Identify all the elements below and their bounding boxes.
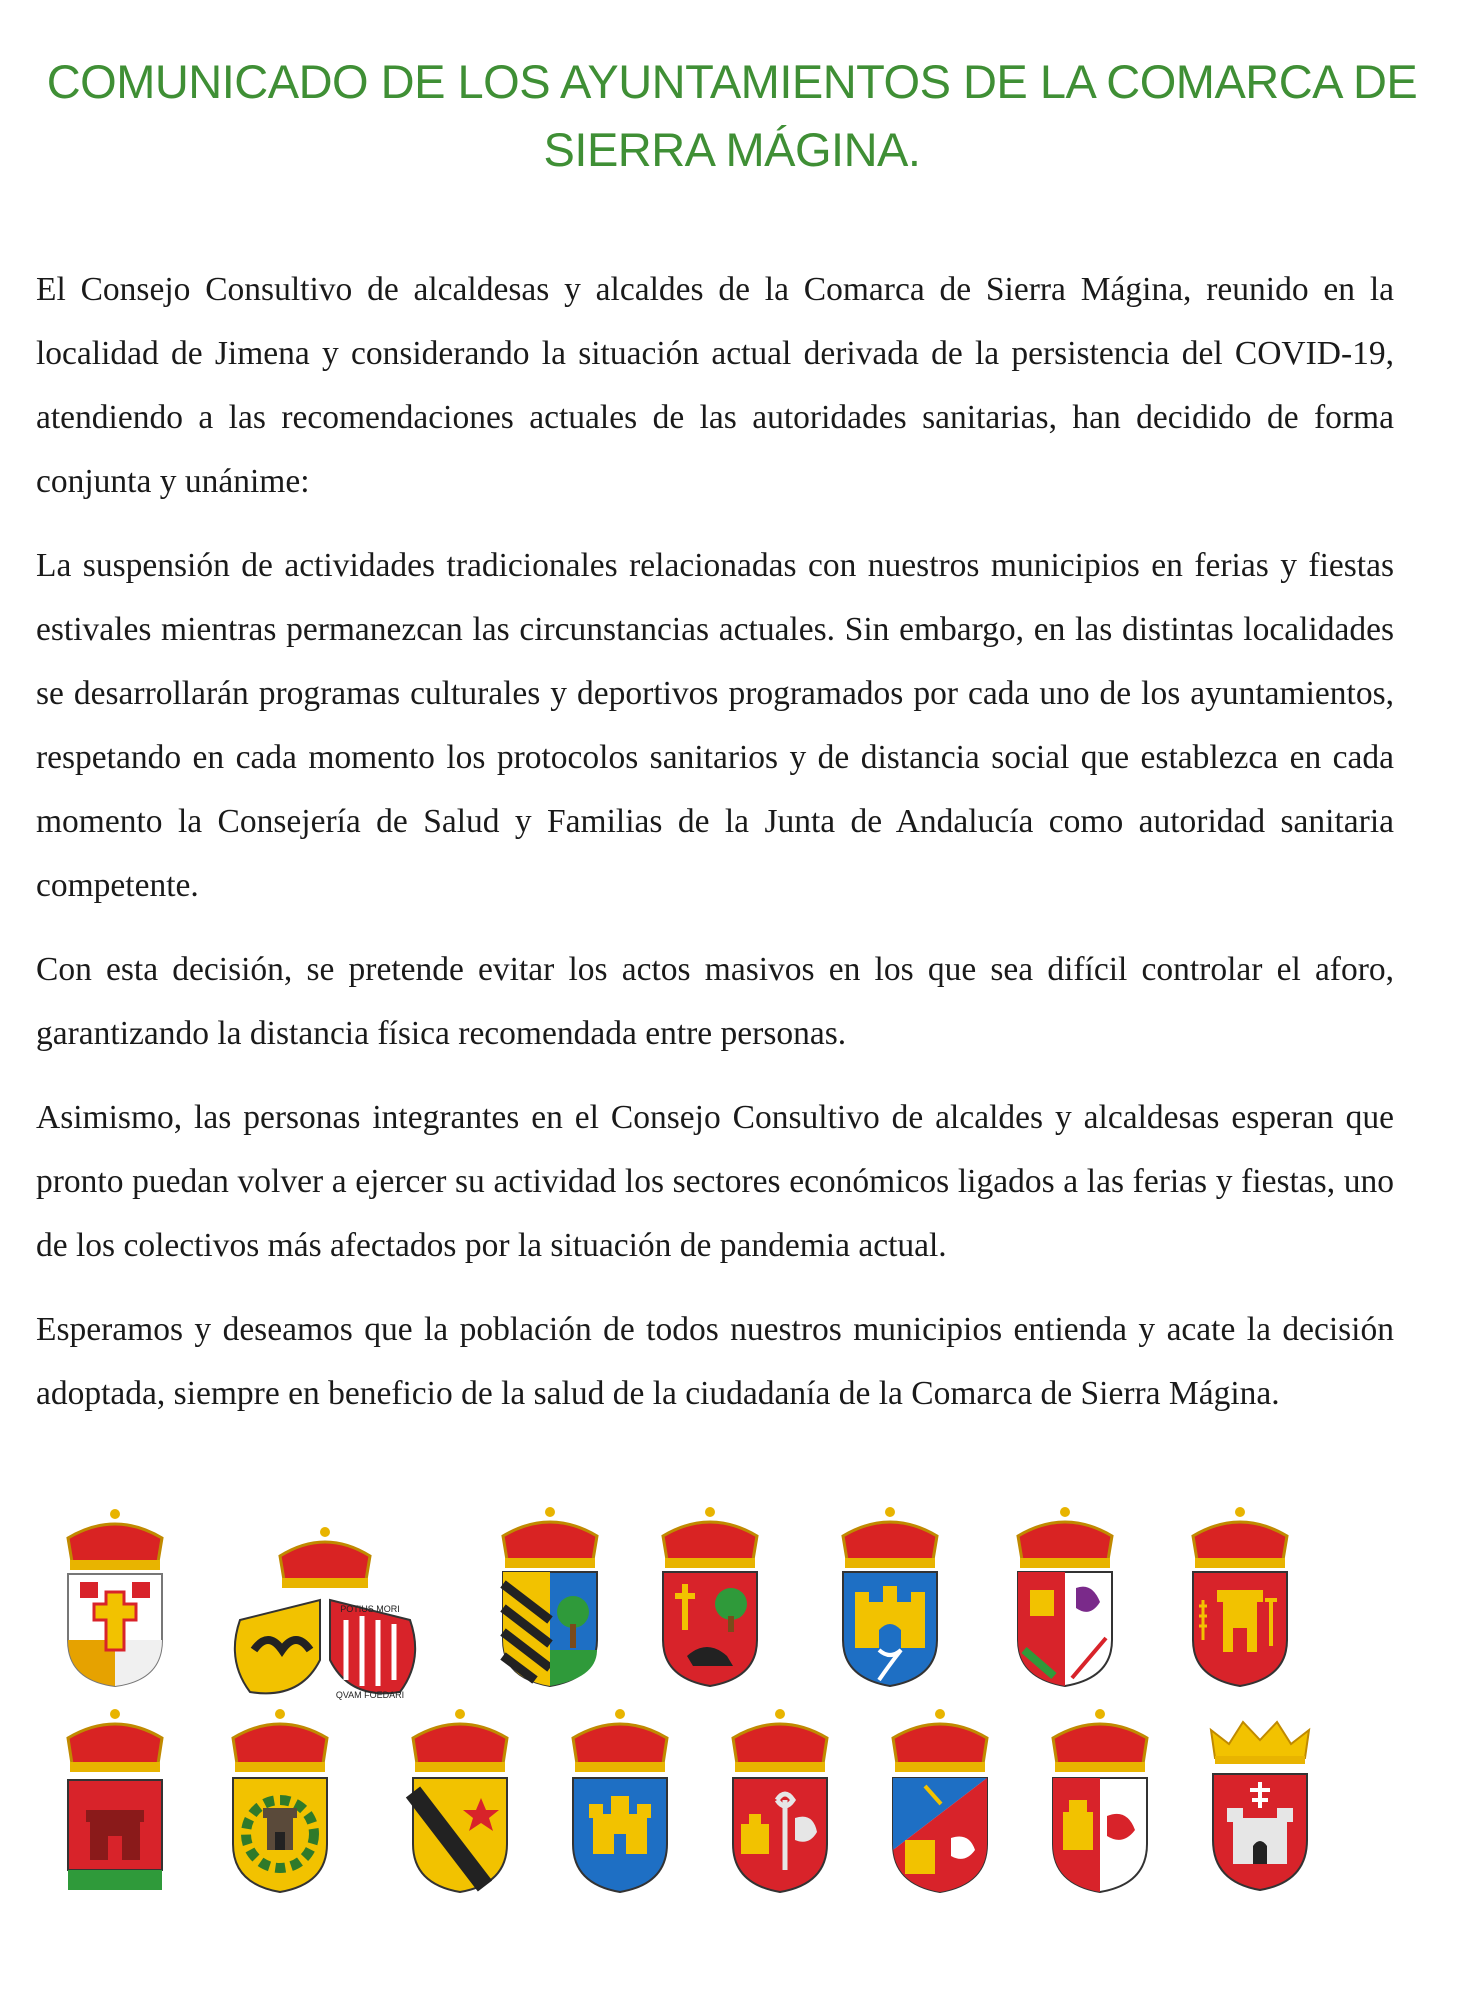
crown-icon	[1053, 1709, 1147, 1772]
coat-of-arms-6-icon	[1010, 1500, 1120, 1690]
crown-icon	[1018, 1507, 1112, 1568]
coat-of-arms-15-icon	[1205, 1700, 1315, 1895]
paragraph-4: Asimismo, las personas integrantes en el Consejo Consultivo de alcaldes y alcaldesas esperan que pronto puedan volver a ejercer su actividad los sectores económicos ligados a las ferias y fiestas, uno de los colectivos más afectados por la situación de pandemia actual.	[36, 1099, 1394, 1264]
motto-bottom: QVAM FOEDARI	[335, 1690, 405, 1700]
paragraph-3: Con esta decisión, se pretende evitar los actos masivos en los que sea difícil controlar el aforo, garantizando la distancia física recomendada entre personas.	[36, 951, 1394, 1052]
crown-icon	[1211, 1722, 1309, 1764]
document-title: COMUNICADO DE LOS AYUNTAMIENTOS DE LA COMARCA DE SIERRA MÁGINA.	[46, 55, 1418, 176]
crown-icon	[68, 1509, 162, 1570]
crown-icon	[663, 1507, 757, 1568]
coat-of-arms-12-icon	[725, 1700, 835, 1895]
coat-of-arms-14-icon	[1045, 1700, 1155, 1895]
paragraph-5: Esperamos y deseamos que la población de todos nuestros municipios entienda y acate la decisión adoptada, siempre en beneficio de la salud de la ciudadanía de la Comarca de Sierra Mágina.	[36, 1311, 1394, 1412]
coat-of-arms-5-icon	[835, 1500, 945, 1690]
coat-of-arms-1-icon	[60, 1500, 170, 1690]
document-body	[36, 258, 1394, 1446]
crown-icon	[893, 1709, 987, 1772]
coat-of-arms-10-icon	[405, 1700, 515, 1895]
coat-of-arms-4-icon	[655, 1500, 765, 1690]
crown-icon	[280, 1527, 370, 1588]
coat-of-arms-2-icon	[220, 1520, 430, 1700]
coat-of-arms-9-icon	[225, 1700, 335, 1895]
coat-of-arms-13-icon	[885, 1700, 995, 1895]
crown-icon	[573, 1709, 667, 1772]
crown-icon	[843, 1507, 937, 1568]
motto-top: POTIUS MORI	[340, 1604, 400, 1614]
crown-icon	[68, 1709, 162, 1772]
coats-of-arms-row	[0, 1500, 1464, 1900]
crown-icon	[733, 1709, 827, 1772]
coat-of-arms-3-icon	[495, 1500, 605, 1690]
coat-of-arms-11-icon	[565, 1700, 675, 1895]
coat-of-arms-7-icon	[1185, 1500, 1295, 1690]
coat-of-arms-8-icon	[60, 1700, 170, 1895]
crown-icon	[503, 1507, 597, 1568]
crown-icon	[1193, 1507, 1287, 1568]
crown-icon	[413, 1709, 507, 1772]
crown-icon	[233, 1709, 327, 1772]
paragraph-1: El Consejo Consultivo de alcaldesas y alcaldes de la Comarca de Sierra Mágina, reunido en la localidad de Jimena y considerando la situación actual derivada de la persistencia del COVID-19, atendiendo a las recomendaciones actuales de las autoridades sanitarias, han decidido de forma conjunta y unánime:	[36, 271, 1394, 500]
paragraph-2: La suspensión de actividades tradicionales relacionadas con nuestros municipios en ferias y fiestas estivales mientras permanezcan las circunstancias actuales. Sin embargo, en las distintas localidades se desarrollarán programas culturales y deportivos programados por cada uno de los ayuntamientos, respetando en cada momento los protocolos sanitarios y de distancia social que establezca en cada momento la Consejería de Salud y Familias de la Junta de Andalucía como autoridad sanitaria competente.	[36, 547, 1394, 904]
